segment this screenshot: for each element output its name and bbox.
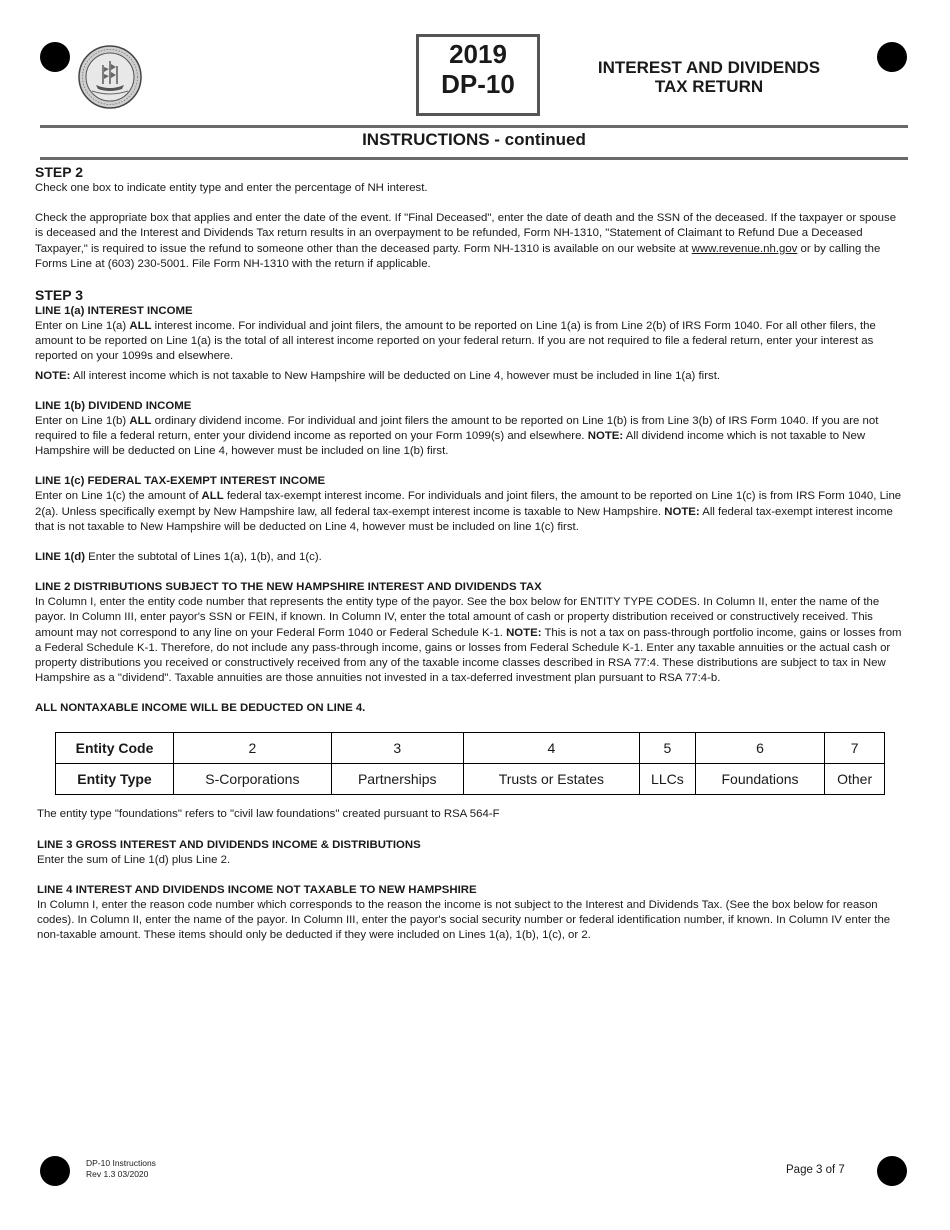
table-cell: 2 — [174, 733, 332, 764]
registration-dot-bottom-left — [40, 1156, 70, 1186]
registration-dot-top-right — [877, 42, 907, 72]
form-title-line2: TAX RETURN — [654, 77, 764, 96]
line-2-heading: LINE 2 DISTRIBUTIONS SUBJECT TO THE NEW HAMPSHIRE INTEREST AND DIVIDENDS TAX — [35, 581, 542, 594]
step2-heading: STEP 2 — [35, 164, 83, 180]
page-number: Page 3 of 7 — [786, 1164, 845, 1176]
header-divider-top — [40, 125, 908, 128]
table-cell: LLCs — [639, 764, 695, 795]
form-title — [574, 58, 844, 96]
entity-code-label: Entity Code — [56, 733, 174, 764]
header-divider-bottom — [40, 157, 908, 160]
line-1b-text: Enter on Line 1(b) ALL ordinary dividend income. For individual and joint filers the amount to be reported on Line 1(b) is from Line 3(b) of IRS Form 1040. If you are not required to file a federal return, enter your dividend income as reported on your Form 1099(s) and elsewhere. NOTE: All dividend income which is not taxable to New Hampshire will be deducted on Line 4, however must be included on line 1(b) first. — [35, 414, 879, 458]
step2-p2-text: Check the appropriate box that applies and enter the date of the event. If "Final Deceased", enter the date of death and the SSN of the deceased. If the taxpayer or spouse is deceased and the Interest and Dividends Tax return results in an overpayment to be refunded, Form NH-1310, "Statement of Claimant to Refund Due a Deceased Taxpayer," is required to issue the refund to someone other than the deceased party. Form NH-1310 is available on our website at — [35, 212, 897, 255]
line-3-text: Enter the sum of Line 1(d) plus Line 2. — [37, 853, 231, 866]
foundations-note: The entity type "foundations" refers to "civil law foundations" created pursuant to RSA 564-F — [37, 808, 500, 821]
form-year: 2019 — [449, 39, 507, 69]
table-cell: Foundations — [695, 764, 824, 795]
table-cell: Other — [825, 764, 885, 795]
instructions-subtitle: INSTRUCTIONS - continued — [362, 130, 586, 149]
entity-code-row — [56, 733, 885, 764]
table-cell: S-Corporations — [174, 764, 332, 795]
form-title-line1: INTEREST AND DIVIDENDS — [597, 58, 821, 77]
line-1a-heading: LINE 1(a) INTEREST INCOME — [35, 305, 193, 318]
line-2-text: In Column I, enter the entity code number that represents the entity type of the payor. See the box below for ENTITY TYPE CODES. In Column II, enter the name of the payor. In Column III, enter payor's SSN or FEIN, if known. In Column IV, enter the total amount of cash or property distribution received or constructively received. This amount may not correspond to any line on your Federal Form 1040 or Federal Schedule K-1. NOTE: This is not a tax on pass-through portfolio income, gains or losses from a Federal Schedule K-1. Therefore, do not include any pass-through income, gains or losses from Federal Schedule K-1. Enter any taxable annuities or the actual cash or property distributions you received or constructively received from any of the taxable income classes described in RSA 77:4. These distributions are subject to tax in New Hampshire as a "dividend". Taxable annuities are those annuities not invested in a tax-deferred investment plan pursuant to RSA 77:4-b. — [35, 596, 902, 685]
table-cell: Trusts or Estates — [463, 764, 639, 795]
instructions-body — [35, 163, 903, 943]
entity-type-table — [55, 732, 885, 795]
nontaxable-notice: ALL NONTAXABLE INCOME WILL BE DEDUCTED ON LINE 4. — [35, 702, 366, 715]
website-link[interactable]: www.revenue.nh.gov — [691, 242, 798, 255]
line-1b-heading: LINE 1(b) DIVIDEND INCOME — [35, 399, 192, 412]
line-1a-text: Enter on Line 1(a) ALL interest income. For individual and joint filers, the amount to be reported on Line 1(a) is from Line 2(b) of IRS Form 1040. For all other filers, the amount to be reported on Line 1(a) is the total of all interest income reported on your federal return. If you are not required to file a federal return, enter your interest as reported on your 1099s and elsewhere. — [35, 320, 876, 363]
registration-dot-bottom-right — [877, 1156, 907, 1186]
table-cell: 6 — [695, 733, 824, 764]
form-id-box — [416, 34, 540, 116]
line-4-text: In Column I, enter the reason code number which corresponds to the reason the income is not subject to the Interest and Dividends Tax. (See the box below for reason codes). In Column II, enter the name of the payor. In Column III, enter the payor's social security number or federal identification number, if known. In Column IV enter the non-taxable amount. These items should only be deducted if they were included on Lines 1(a), 1(b), 1(c), or 2. — [37, 898, 891, 942]
line-4-heading: LINE 4 INTEREST AND DIVIDENDS INCOME NOT TAXABLE TO NEW HAMPSHIRE — [37, 883, 477, 896]
form-number: DP-10 — [441, 69, 515, 99]
line-1a-note: NOTE: All interest income which is not taxable to New Hampshire will be deducted on Line 4, however must be included in line 1(a) first. — [35, 369, 721, 382]
footer-doc-name: DP-10 Instructions — [86, 1158, 156, 1168]
line-1c-heading: LINE 1(c) FEDERAL TAX-EXEMPT INTEREST INCOME — [35, 475, 326, 488]
entity-type-row — [56, 764, 885, 795]
step2-paragraph-2 — [35, 211, 903, 272]
step2-paragraph-1: Check one box to indicate entity type and enter the percentage of NH interest. — [35, 182, 428, 194]
step2-p2-text-end: or by calling the Forms Line at (603) 230-5001. File Form NH-1310 with the return if applicable. — [35, 242, 881, 270]
line-1c-text: Enter on Line 1(c) the amount of ALL federal tax-exempt interest income. For individuals and joint filers, the amount to be reported on Line 1(c) is from IRS Form 1040, Line 2(a). Unless specifically exempt by New Hampshire law, all federal tax-exempt interest income is taxable to New Hampshire. NOTE: All federal tax-exempt interest income that is not taxable to New Hampshire will be deducted on Line 4, however must be included on line 1(c) first. — [35, 490, 902, 533]
entity-type-label: Entity Type — [56, 764, 174, 795]
table-cell: 3 — [331, 733, 463, 764]
registration-dot-top-left — [40, 42, 70, 72]
table-cell: 5 — [639, 733, 695, 764]
table-cell: 7 — [825, 733, 885, 764]
table-cell: 4 — [463, 733, 639, 764]
line-1d-text: LINE 1(d) Enter the subtotal of Lines 1(a), 1(b), and 1(c). — [35, 551, 322, 564]
line-3-heading: LINE 3 GROSS INTEREST AND DIVIDENDS INCOME & DISTRIBUTIONS — [37, 838, 421, 851]
step3-heading: STEP 3 — [35, 287, 83, 304]
footer-doc-info — [86, 1158, 156, 1180]
footer-revision: Rev 1.3 03/2020 — [86, 1169, 149, 1179]
state-seal-icon — [78, 45, 142, 109]
table-cell: Partnerships — [331, 764, 463, 795]
